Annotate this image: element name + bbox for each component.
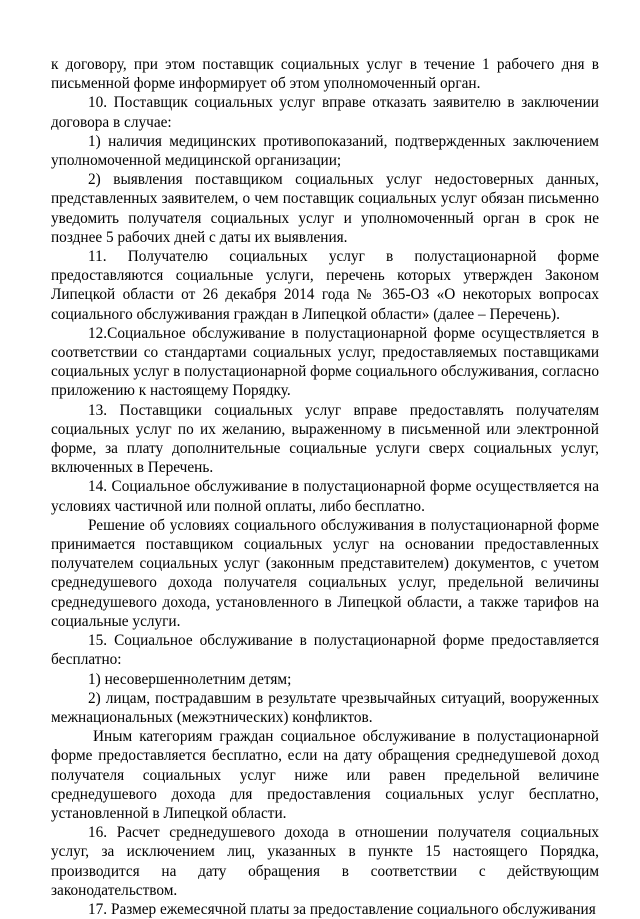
paragraph-item-14: 14. Социальное обслуживание в полустационарной форме осуществляется на условиях частичной или полной оплаты, либо бесплатно. (51, 478, 599, 515)
paragraph-item-12: 12.Социальное обслуживание в полустационарной форме осуществляется в соответствии со стандартами социальных услуг, предоставляемых поставщиками социальных услуг в полустационарной форме социального обслуживания, согласно приложению к настоящему Порядку. (51, 324, 599, 400)
paragraph-continuation: к договору, при этом поставщик социальных услуг в течение 1 рабочего дня в письменной форме информирует об этом уполномоченный орган. (51, 56, 599, 93)
paragraph-item-17: 17. Размер ежемесячной платы за предоставление социального обслуживания (88, 900, 596, 918)
paragraph-item-15: 15. Социальное обслуживание в полустационарной форме предоставляется бесплатно: (51, 632, 599, 669)
paragraph-item-10: 10. Поставщик социальных услуг вправе отказать заявителю в заключении договора в случае: (51, 94, 599, 131)
paragraph-item-10-1: 1) наличия медицинских противопоказаний, подтвержденных заключением уполномоченной медицинской организации; (51, 132, 599, 170)
paragraph-item-13: 13. Поставщики социальных услуг вправе предоставлять получателям социальных услуг по их желанию, выраженному в письменной или электронной форме, за плату дополнительные социальные услуги сверх социальных услуг, включенных в Перечень. (51, 401, 599, 477)
paragraph-item-15-2: 2) лицам, пострадавшим в результате чрезвычайных ситуаций, вооруженных межнациональных (межэтнических) конфликтов. (51, 689, 599, 726)
paragraph-item-15-other: Иным категориям граждан социальное обслуживание в полустационарной форме предоставляется бесплатно, если на дату обращения среднедушевой доход получателя социальных услуг ниже или равен предельной величине среднедушевого дохода для предоставления социальных услуг бесплатно, установленной в Липецкой области. (51, 728, 599, 822)
document-page (51, 55, 599, 919)
paragraph-item-10-2: 2) выявления поставщиком социальных услуг недостоверных данных, представленных заявителем, о чем поставщик социальных услуг обязан письменно уведомить получателя социальных услуг и уполномоченный орган в срок не позднее 5 рабочих дней с даты их выявления. (51, 171, 599, 246)
paragraph-item-15-1: 1) несовершеннолетним детям; (88, 670, 292, 688)
paragraph-item-14-decision: Решение об условиях социального обслуживания в полустационарной форме принимается поставщиком социальных услуг на основании предоставленных получателем социальных услуг (законным представителем) документов, с учетом среднедушевого дохода получателя социальных услуг, предельной величины среднедушевого дохода, установленного в Липецкой области, а также тарифов на социальные услуги. (51, 516, 599, 630)
paragraph-item-16: 16. Расчет среднедушевого дохода в отношении получателя социальных услуг, за исключением лиц, указанных в пункте 15 настоящего Порядка, производится на дату обращения в соответствии с действующим законодательством. (51, 824, 599, 899)
paragraph-item-11: 11. Получателю социальных услуг в полустационарной форме предоставляются социальные услуги, перечень которых утвержден Законом Липецкой области от 26 декабря 2014 года № 365-ОЗ «О некоторых вопросах социального обслуживания граждан в Липецкой области» (далее – Перечень). (51, 248, 599, 323)
